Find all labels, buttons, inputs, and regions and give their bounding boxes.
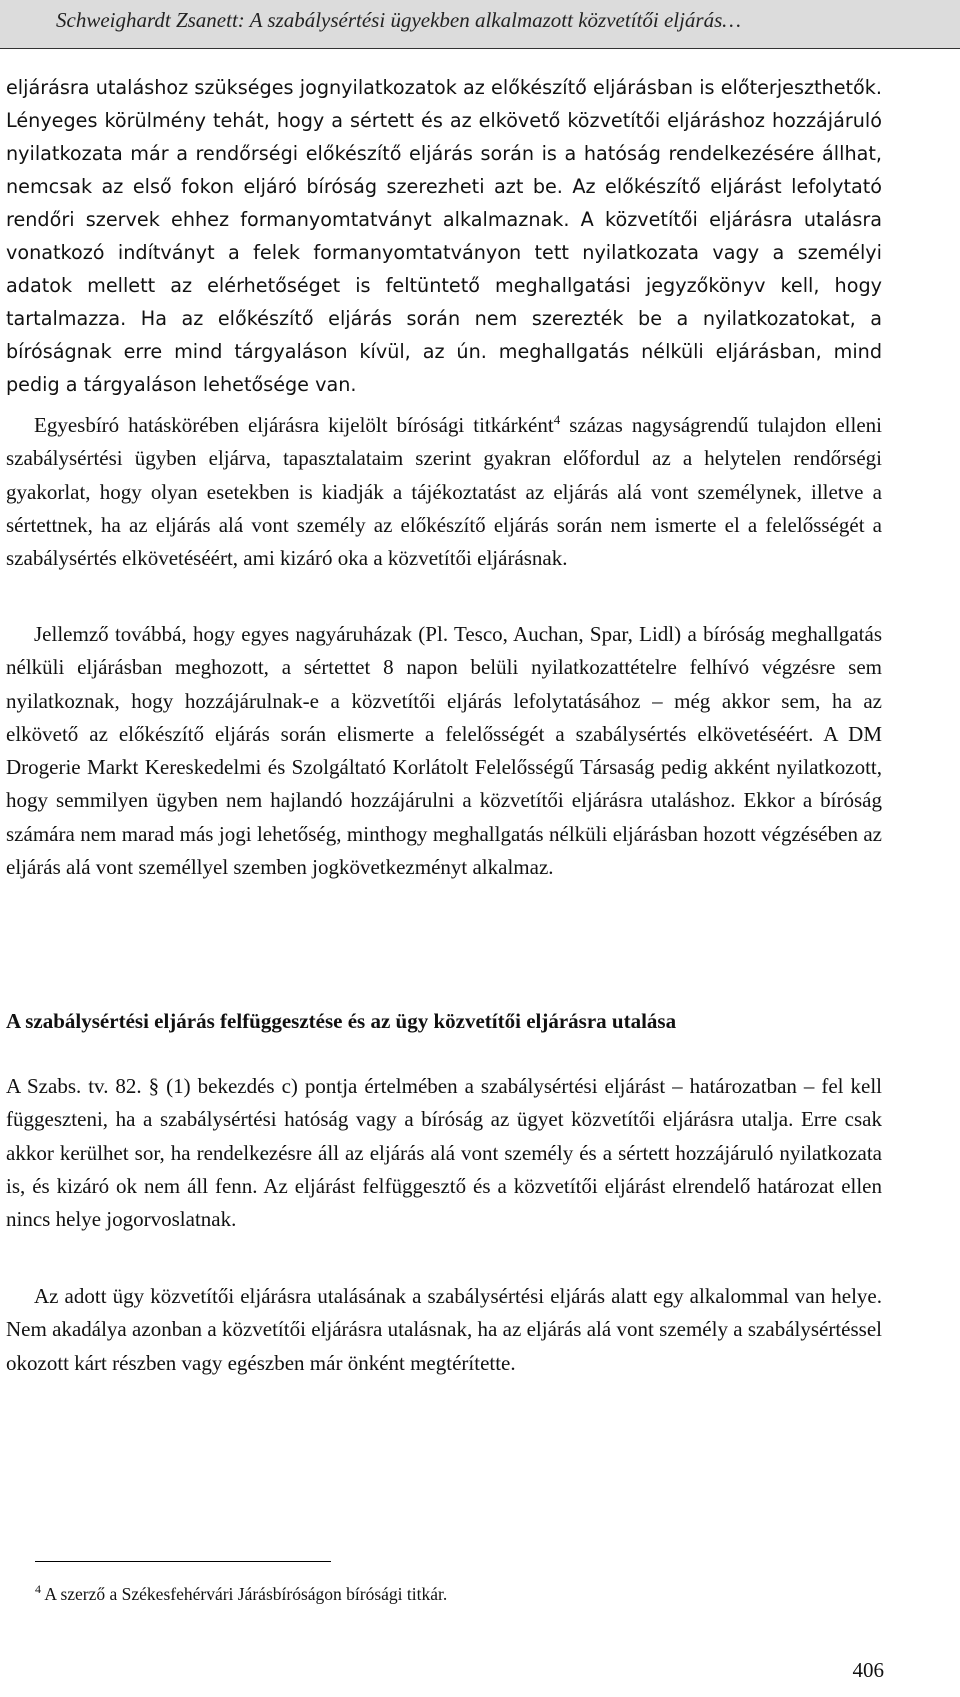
footnote-text: A szerző a Székesfehérvári Járásbíróságon bírósági titkár. (41, 1584, 448, 1604)
footnote (35, 1584, 447, 1605)
running-header (0, 0, 960, 49)
page-number: 406 (852, 1658, 884, 1682)
paragraph-2-text-end: százas nagyságrendű tulajdon elleni szabálysértési ügyben eljárva, tapasztalataim szerint gyakran előfordul az a helytelen rendőrségi gyakorlat, hogy olyan esetekben is kiadják a tájékoztatást az eljárás alá vont személynek, illetve a sértettnek, ha az eljárás alá vont személy az előkészítő eljárás során nem ismerte el a felelősségét a szabálysértés elkövetéséért, ami kizáró oka a közvetítői eljárásnak. (6, 413, 882, 571)
paragraph-1: eljárásra utaláshoz szükséges jognyilatkozatok az előkészítő eljárásban is előterjeszthetők. Lényeges körülmény tehát, hogy a sértett és az elkövető közvetítői eljáráshoz hozzájáruló nyilatkozata már a rendőrségi előkészítő eljárás során is a hatóság rendelkezésére állhat, nemcsak az első fokon eljáró bíróság szerezheti azt be. Az előkészítő eljárást lefolytató rendőri szervek ehhez formanyomtatványt alkalmaznak. A közvetítői eljárásra utalásra vonatkozó indítványt a felek formanyomtatványon tett nyilatkozata vagy a személyi adatok mellett az elérhetőséget is feltüntető meghallgatási jegyzőkönyv kell, hogy tartalmazza. Ha az előkészítő eljárás során nem szerezték be a nyilatkozatokat, a bíróságnak erre mind tárgyaláson kívül, az ún. meghallgatás nélküli eljárásban, mind pedig a tárgyaláson lehetősége van. (6, 76, 882, 396)
footnote-separator (35, 1561, 331, 1562)
section-heading: A szabálysértési eljárás felfüggesztése és az ügy közvetítői eljárásra utalása (6, 1009, 677, 1033)
paragraph-4: A Szabs. tv. 82. § (1) bekezdés c) pontja értelmében a szabálysértési eljárást – határozatban – fel kell függeszteni, ha a szabálysértési hatóság vagy a bíróság az ügyet közvetítői eljárásra utalja. Erre csak akkor kerülhet sor, ha rendelkezésre áll az eljárás alá vont személy és a sértett hozzájáruló nyilatkozata is, és kizáró ok nem áll fenn. Az eljárást felfüggesztő és a közvetítői eljárást elrendelő határozat ellen nincs helye jogorvoslatnak. (6, 1074, 882, 1232)
footnote-reference[interactable]: 4 (553, 412, 561, 427)
running-title: Schweighardt Zsanett: A szabálysértési ügyekben alkalmazott közvetítői eljárás… (56, 8, 741, 32)
paragraph-2-text-start: Egyesbíró hatáskörében eljárásra kijelölt bírósági titkárként (34, 413, 554, 437)
paragraph-3: Jellemző továbbá, hogy egyes nagyáruházak (Pl. Tesco, Auchan, Spar, Lidl) a bíróság meghallgatás nélküli eljárásban meghozott, a sértettet 8 napon belüli nyilatkozattételre felhívó végzésre sem nyilatkoznak, hogy hozzájárulnak-e a közvetítői eljárás lefolytatásához – még akkor sem, ha az elkövető az előkészítő eljárás során elismerte a felelősségét a szabálysértés elkövetéséért. A DM Drogerie Markt Kereskedelmi és Szolgáltató Korlátolt Felelősségű Társaság pedig akként nyilatkozott, hogy semmilyen ügyben nem hajlandó hozzájárulni a közvetítői eljárásra utaláshoz. Ekkor a bíróság számára nem marad más jogi lehetőség, minthogy meghallgatás nélküli eljárásban hozott végzésében az eljárás alá vont személlyel szemben jogkövetkezményt alkalmaz. (6, 622, 882, 880)
footnote-number: 4 (35, 1582, 41, 1597)
paragraph-5: Az adott ügy közvetítői eljárásra utalásának a szabálysértési eljárás alatt egy alkalommal van helye. Nem akadálya azonban a közvetítői eljárásra utalásnak, ha az eljárás alá vont személy a szabálysértéssel okozott kárt részben vagy egészben már önként megtérítette. (6, 1284, 882, 1375)
paragraph-2 (6, 409, 882, 575)
